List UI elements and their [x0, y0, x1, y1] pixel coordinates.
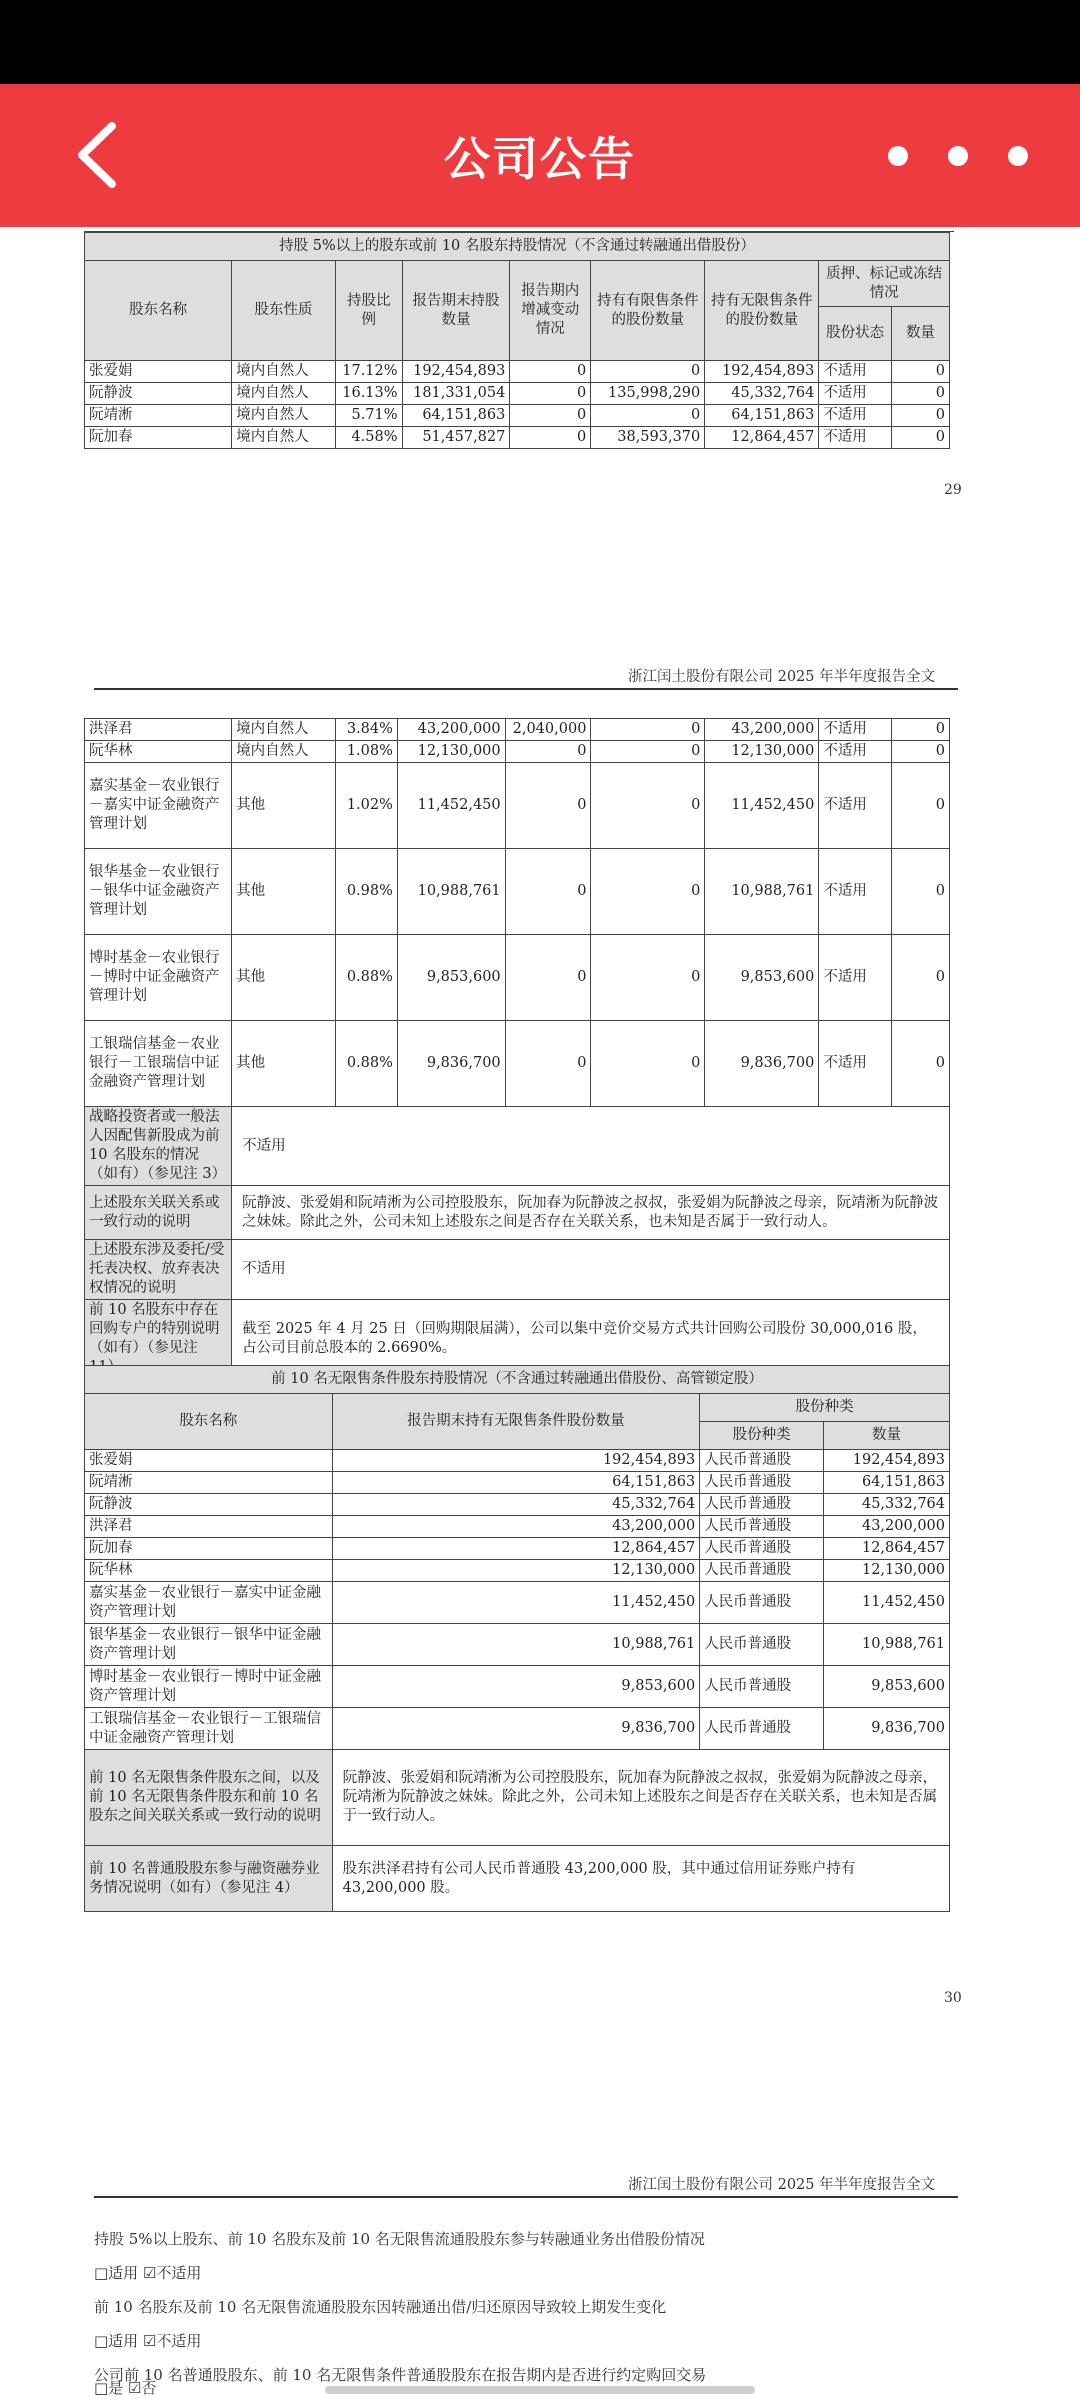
share-change: 0 [510, 361, 591, 383]
table-row [85, 1582, 950, 1624]
pledge-status: 不适用 [819, 1021, 892, 1107]
shareholder-nature: 境内自然人 [232, 741, 336, 763]
share-count: 43,200,000 [824, 1516, 950, 1538]
table-row [85, 427, 950, 449]
pledge-qty: 0 [891, 1021, 949, 1107]
note-label: 上述股东关联关系或一致行动的说明 [85, 1186, 232, 1240]
end-shares: 192,454,893 [402, 361, 510, 383]
shareholder-name: 阮华林 [85, 1560, 333, 1582]
share-count: 11,452,450 [824, 1582, 950, 1624]
pledge-qty: 0 [891, 763, 949, 849]
col-header: 股份种类 [700, 1394, 950, 1422]
share-count: 10,988,761 [824, 1624, 950, 1666]
table-row [85, 1494, 950, 1516]
share-change: 0 [505, 741, 591, 763]
share-count: 12,864,457 [824, 1538, 950, 1560]
note-row [85, 1107, 950, 1186]
unrestricted-shares: 12,130,000 [705, 741, 819, 763]
unrestricted-shares: 12,864,457 [332, 1538, 700, 1560]
shareholder-name: 工银瑞信基金－农业银行－工银瑞信中证金融资产管理计划 [85, 1708, 333, 1750]
share-change: 2,040,000 [505, 719, 591, 741]
col-header: 股东名称 [85, 261, 232, 361]
unrestricted-shares: 192,454,893 [705, 361, 819, 383]
table-row [85, 1450, 950, 1472]
note-row [85, 1186, 950, 1240]
table-row [85, 1538, 950, 1560]
share-count: 192,454,893 [824, 1450, 950, 1472]
share-change: 0 [510, 405, 591, 427]
share-ratio: 1.02% [335, 763, 397, 849]
col-header: 持有无限售条件的股份数量 [705, 261, 819, 361]
table-caption: 持股 5%以上的股东或前 10 名股东持股情况（不含通过转融通出借股份） [85, 233, 950, 261]
shareholder-nature: 境内自然人 [232, 383, 336, 405]
unrestricted-shares: 43,200,000 [705, 719, 819, 741]
share-type: 人民币普通股 [700, 1624, 824, 1666]
shareholder-name: 阮加春 [85, 427, 232, 449]
shareholder-nature: 其他 [232, 849, 336, 935]
note-label: 上述股东涉及委托/受托表决权、放弃表决权情况的说明 [85, 1240, 232, 1300]
shareholder-name: 阮华林 [85, 741, 232, 763]
share-change: 0 [505, 1021, 591, 1107]
more-dots-icon [888, 146, 908, 166]
unrestricted-shares: 12,130,000 [332, 1560, 700, 1582]
pledge-qty: 0 [891, 405, 949, 427]
unrestricted-shareholder-table [84, 1365, 950, 1912]
share-type: 人民币普通股 [700, 1516, 824, 1538]
shareholder-name: 银华基金－农业银行－银华中证金融资产管理计划 [85, 849, 232, 935]
end-shares: 181,331,054 [402, 383, 510, 405]
pledge-qty: 0 [891, 427, 949, 449]
unrestricted-shares: 64,151,863 [705, 405, 819, 427]
shareholder-nature: 境内自然人 [232, 405, 336, 427]
col-header: 数量 [824, 1422, 950, 1450]
chevron-left-icon [64, 118, 134, 193]
paragraph: 前 10 名股东及前 10 名无限售流通股股东因转融通出借/归还原因导致较上期发生变化 [94, 2298, 667, 2316]
end-shares: 64,151,863 [402, 405, 510, 427]
share-change: 0 [510, 383, 591, 405]
page-number: 30 [944, 1990, 962, 2006]
shareholder-nature: 境内自然人 [232, 427, 336, 449]
end-shares: 10,988,761 [397, 849, 505, 935]
checkbox-line: □是 ☑否 [94, 2379, 157, 2397]
col-header: 报告期末持股数量 [402, 261, 510, 361]
shareholder-name: 洪泽君 [85, 719, 232, 741]
unrestricted-shares: 9,836,700 [705, 1021, 819, 1107]
pledge-status: 不适用 [819, 427, 892, 449]
unrestricted-shares: 10,988,761 [705, 849, 819, 935]
pledge-status: 不适用 [819, 719, 892, 741]
note-row [85, 1846, 950, 1912]
share-type: 人民币普通股 [700, 1560, 824, 1582]
share-type: 人民币普通股 [700, 1538, 824, 1560]
checkbox-line: □适用 ☑不适用 [94, 2332, 202, 2350]
unrestricted-shares: 10,988,761 [332, 1624, 700, 1666]
shareholder-table-2 [84, 718, 950, 1379]
unrestricted-shares: 9,853,600 [332, 1666, 700, 1708]
restricted-shares: 0 [591, 361, 705, 383]
col-header: 持有有限售条件的股份数量 [591, 261, 705, 361]
share-count: 45,332,764 [824, 1494, 950, 1516]
pledge-status: 不适用 [819, 763, 892, 849]
shareholder-nature: 境内自然人 [232, 719, 336, 741]
running-header: 浙江闰土股份有限公司 2025 年半年度报告全文 [628, 2177, 936, 2193]
shareholder-name: 博时基金－农业银行－博时中证金融资产管理计划 [85, 1666, 333, 1708]
restricted-shares: 0 [591, 1021, 705, 1107]
unrestricted-shares: 192,454,893 [332, 1450, 700, 1472]
pledge-status: 不适用 [819, 361, 892, 383]
more-options-button[interactable] [888, 136, 1028, 176]
table-row [85, 405, 950, 427]
shareholder-nature: 其他 [232, 763, 336, 849]
pledge-status: 不适用 [819, 405, 892, 427]
table-caption: 前 10 名无限售条件股东持股情况（不含通过转融通出借股份、高管锁定股） [85, 1366, 950, 1394]
more-dots-icon [948, 146, 968, 166]
unrestricted-shares: 45,332,764 [705, 383, 819, 405]
shareholder-name: 博时基金－农业银行－博时中证金融资产管理计划 [85, 935, 232, 1021]
home-indicator[interactable] [325, 2386, 755, 2394]
share-change: 0 [510, 427, 591, 449]
share-ratio: 5.71% [335, 405, 402, 427]
unrestricted-shares: 12,864,457 [705, 427, 819, 449]
end-shares: 43,200,000 [397, 719, 505, 741]
pledge-qty: 0 [891, 935, 949, 1021]
col-header: 数量 [891, 307, 949, 361]
pledge-qty: 0 [891, 383, 949, 405]
share-change: 0 [505, 763, 591, 849]
col-header: 质押、标记或冻结情况 [819, 261, 950, 307]
note-label: 前 10 名股东中存在回购专户的特别说明（如有）（参见注 [85, 1300, 232, 1379]
document-viewer[interactable] [0, 227, 1080, 2400]
shareholder-name: 嘉实基金－农业银行－嘉实中证金融资产管理计划 [85, 763, 232, 849]
checkbox-line: □适用 ☑不适用 [94, 2264, 202, 2282]
pledge-qty: 0 [891, 741, 949, 763]
end-shares: 12,130,000 [397, 741, 505, 763]
restricted-shares: 0 [591, 405, 705, 427]
back-button[interactable] [64, 118, 134, 193]
unrestricted-shares: 11,452,450 [332, 1582, 700, 1624]
col-header: 报告期末持有无限售条件股份数量 [332, 1394, 700, 1450]
shareholder-name: 嘉实基金－农业银行－嘉实中证金融资产管理计划 [85, 1582, 333, 1624]
paragraph: 持股 5%以上股东、前 10 名股东及前 10 名无限售流通股股东参与转融通业务出借股份情况 [94, 2230, 705, 2248]
share-type: 人民币普通股 [700, 1472, 824, 1494]
shareholder-name: 阮靖淅 [85, 1472, 333, 1494]
restricted-shares: 0 [591, 719, 705, 741]
shareholder-name: 阮静波 [85, 383, 232, 405]
table-row [85, 361, 950, 383]
col-header: 股东性质 [232, 261, 336, 361]
pledge-qty: 0 [891, 719, 949, 741]
end-shares: 9,853,600 [397, 935, 505, 1021]
header-rule [94, 2196, 958, 2198]
table-row [85, 383, 950, 405]
restricted-shares: 0 [591, 849, 705, 935]
table-row [85, 1516, 950, 1538]
app-bar [0, 84, 1080, 227]
shareholder-name: 张爱娟 [85, 1450, 333, 1472]
share-type: 人民币普通股 [700, 1494, 824, 1516]
note-value: 阮静波、张爱娟和阮靖淅为公司控股股东，阮加春为阮静波之叔叔，张爱娟为阮静波之母亲，阮靖淅为阮静波之妹妹。除此之外，公司未知上述股东之间是否存在关联关系，也未知是否属于一致行动人。 [332, 1750, 949, 1846]
note-value: 不适用 [232, 1107, 950, 1186]
table-row [85, 935, 950, 1021]
end-shares: 51,457,827 [402, 427, 510, 449]
unrestricted-shares: 43,200,000 [332, 1516, 700, 1538]
pledge-status: 不适用 [819, 935, 892, 1021]
unrestricted-shares: 45,332,764 [332, 1494, 700, 1516]
shareholder-name: 阮静波 [85, 1494, 333, 1516]
shareholder-nature: 境内自然人 [232, 361, 336, 383]
table-row [85, 1624, 950, 1666]
share-ratio: 0.88% [335, 935, 397, 1021]
restricted-shares: 135,998,290 [591, 383, 705, 405]
note-value: 不适用 [232, 1240, 950, 1300]
pledge-status: 不适用 [819, 383, 892, 405]
table-row [85, 763, 950, 849]
page-title: 公司公告 [444, 131, 636, 186]
shareholder-table-1 [84, 232, 950, 449]
table-row [85, 1666, 950, 1708]
status-bar [0, 0, 1080, 84]
shareholder-nature: 其他 [232, 935, 336, 1021]
end-shares: 9,836,700 [397, 1021, 505, 1107]
unrestricted-shares: 9,853,600 [705, 935, 819, 1021]
note-label: 前 10 名普通股股东参与融资融券业务情况说明（如有）（参见注 4） [85, 1846, 333, 1912]
unrestricted-shares: 9,836,700 [332, 1708, 700, 1750]
note-row [85, 1750, 950, 1846]
note-row [85, 1240, 950, 1300]
table-row [85, 1472, 950, 1494]
more-dots-icon [1008, 146, 1028, 166]
share-count: 9,836,700 [824, 1708, 950, 1750]
table-row [85, 741, 950, 763]
restricted-shares: 38,593,370 [591, 427, 705, 449]
table-row [85, 849, 950, 935]
page-number: 29 [944, 482, 962, 498]
table-row [85, 719, 950, 741]
note-value: 阮静波、张爱娟和阮靖淅为公司控股股东，阮加春为阮静波之叔叔，张爱娟为阮静波之母亲，阮靖淅为阮静波之妹妹。除此之外，公司未知上述股东之间是否存在关联关系，也未知是否属于一致行动人。 [232, 1186, 950, 1240]
header-rule [94, 688, 958, 690]
pledge-qty: 0 [891, 361, 949, 383]
share-change: 0 [505, 935, 591, 1021]
pledge-status: 不适用 [819, 741, 892, 763]
shareholder-name: 阮加春 [85, 1538, 333, 1560]
note-label: 战略投资者或一般法人因配售新股成为前 10 名股东的情况（如有）（参见注 3） [85, 1107, 232, 1186]
running-header: 浙江闰土股份有限公司 2025 年半年度报告全文 [628, 669, 936, 685]
unrestricted-shares: 64,151,863 [332, 1472, 700, 1494]
shareholder-name: 阮靖淅 [85, 405, 232, 427]
paragraph: 公司前 10 名普通股股东、前 10 名无限售条件普通股股东在报告期内是否进行约定购回交易 [94, 2366, 707, 2384]
note-value: 截至 2025 年 4 月 25 日（回购期限届满），公司以集中竞价交易方式共计回购公司股份 30,000,016 股，占公司目前总股本的 2.6690%。 [232, 1300, 950, 1379]
col-header: 股东名称 [85, 1394, 333, 1450]
share-ratio: 4.58% [335, 427, 402, 449]
share-type: 人民币普通股 [700, 1450, 824, 1472]
share-type: 人民币普通股 [700, 1582, 824, 1624]
table-row [85, 1560, 950, 1582]
shareholder-name: 银华基金－农业银行－银华中证金融资产管理计划 [85, 1624, 333, 1666]
share-ratio: 0.88% [335, 1021, 397, 1107]
unrestricted-shares: 11,452,450 [705, 763, 819, 849]
share-ratio: 17.12% [335, 361, 402, 383]
share-count: 64,151,863 [824, 1472, 950, 1494]
restricted-shares: 0 [591, 741, 705, 763]
share-count: 12,130,000 [824, 1560, 950, 1582]
col-header: 股份状态 [819, 307, 892, 361]
note-label: 前 10 名无限售条件股东之间，以及前 10 名无限售条件股东和前 10 名股东之间关联关系或一致行动的说明 [85, 1750, 333, 1846]
share-type: 人民币普通股 [700, 1708, 824, 1750]
pledge-qty: 0 [891, 849, 949, 935]
restricted-shares: 0 [591, 935, 705, 1021]
shareholder-name: 洪泽君 [85, 1516, 333, 1538]
note-value: 股东洪泽君持有公司人民币普通股 43,200,000 股，其中通过信用证券账户持有 43,200,000 股。 [332, 1846, 949, 1912]
share-type: 人民币普通股 [700, 1666, 824, 1708]
share-ratio: 0.98% [335, 849, 397, 935]
table-row [85, 1021, 950, 1107]
shareholder-name: 工银瑞信基金－农业银行－工银瑞信中证金融资产管理计划 [85, 1021, 232, 1107]
table-row [85, 1708, 950, 1750]
share-ratio: 16.13% [335, 383, 402, 405]
shareholder-nature: 其他 [232, 1021, 336, 1107]
share-count: 9,853,600 [824, 1666, 950, 1708]
end-shares: 11,452,450 [397, 763, 505, 849]
restricted-shares: 0 [591, 763, 705, 849]
col-header: 持股比例 [335, 261, 402, 361]
pledge-status: 不适用 [819, 849, 892, 935]
shareholder-name: 张爱娟 [85, 361, 232, 383]
share-change: 0 [505, 849, 591, 935]
col-header: 报告期内增减变动情况 [510, 261, 591, 361]
share-ratio: 1.08% [335, 741, 397, 763]
col-header: 股份种类 [700, 1422, 824, 1450]
share-ratio: 3.84% [335, 719, 397, 741]
